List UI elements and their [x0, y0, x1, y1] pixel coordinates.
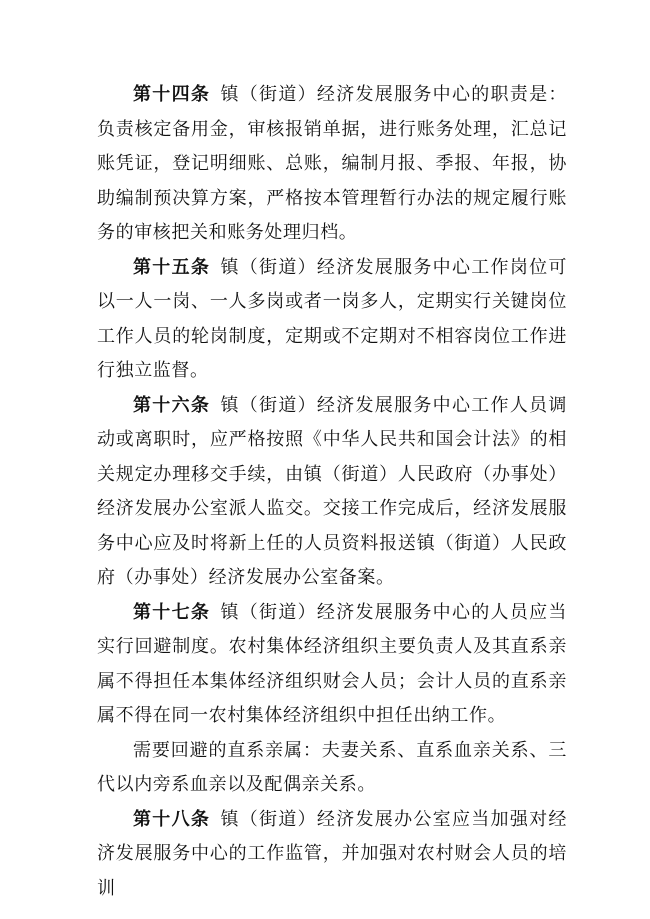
document-body [97, 78, 567, 906]
paragraph-text: 需要回避的直系亲属：夫妻关系、直系血亲关系、三代以内旁系血亲以及配偶亲关系。 [97, 739, 567, 795]
article-text: 镇（街道）经济发展服务中心工作人员调动或离职时，应严格按照《中华人民共和国会计法》的相关规定办理移交手续，由镇（街道）人民政府（办事处）经济发展办公室派人监交。交接工作完成后，经济发展服务中心应及时将新上任的人员资料报送镇（街道）人民政府（办事处）经济发展办公室备案。 [97, 394, 567, 588]
article-text: 镇（街道）经济发展服务中心的人员应当实行回避制度。农村集体经济组织主要负责人及其直系亲属不得担任本集体经济组织财会人员；会计人员的直系亲属不得在同一农村集体经济组织中担任出纳工作。 [97, 601, 567, 726]
article-17-paragraph [97, 596, 567, 734]
article-number: 第十四条 [133, 84, 211, 105]
article-number: 第十五条 [133, 256, 211, 278]
article-15-paragraph [97, 251, 567, 389]
relatives-paragraph [97, 734, 567, 803]
article-number: 第十七条 [133, 601, 211, 623]
article-text: 镇（街道）经济发展办公室应当加强对经济发展服务中心的工作监管，并加强对农村财会人员的培训 [97, 808, 567, 899]
article-18-paragraph [97, 803, 567, 907]
article-number: 第十六条 [133, 394, 211, 416]
article-text: 镇（街道）经济发展服务中心的职责是：负责核定备用金，审核报销单据，进行账务处理，汇总记账凭证，登记明细账、总账，编制月报、季报、年报，协助编制预决算方案，严格按本管理暂行办法的规定履行账务的审核把关和账务处理归档。 [97, 84, 567, 243]
article-16-paragraph [97, 389, 567, 596]
article-text: 镇（街道）经济发展服务中心工作岗位可以一人一岗、一人多岗或者一岗多人，定期实行关键岗位工作人员的轮岗制度，定期或不定期对不相容岗位工作进行独立监督。 [97, 256, 567, 381]
article-number: 第十八条 [133, 808, 211, 830]
article-14-paragraph [97, 78, 567, 251]
